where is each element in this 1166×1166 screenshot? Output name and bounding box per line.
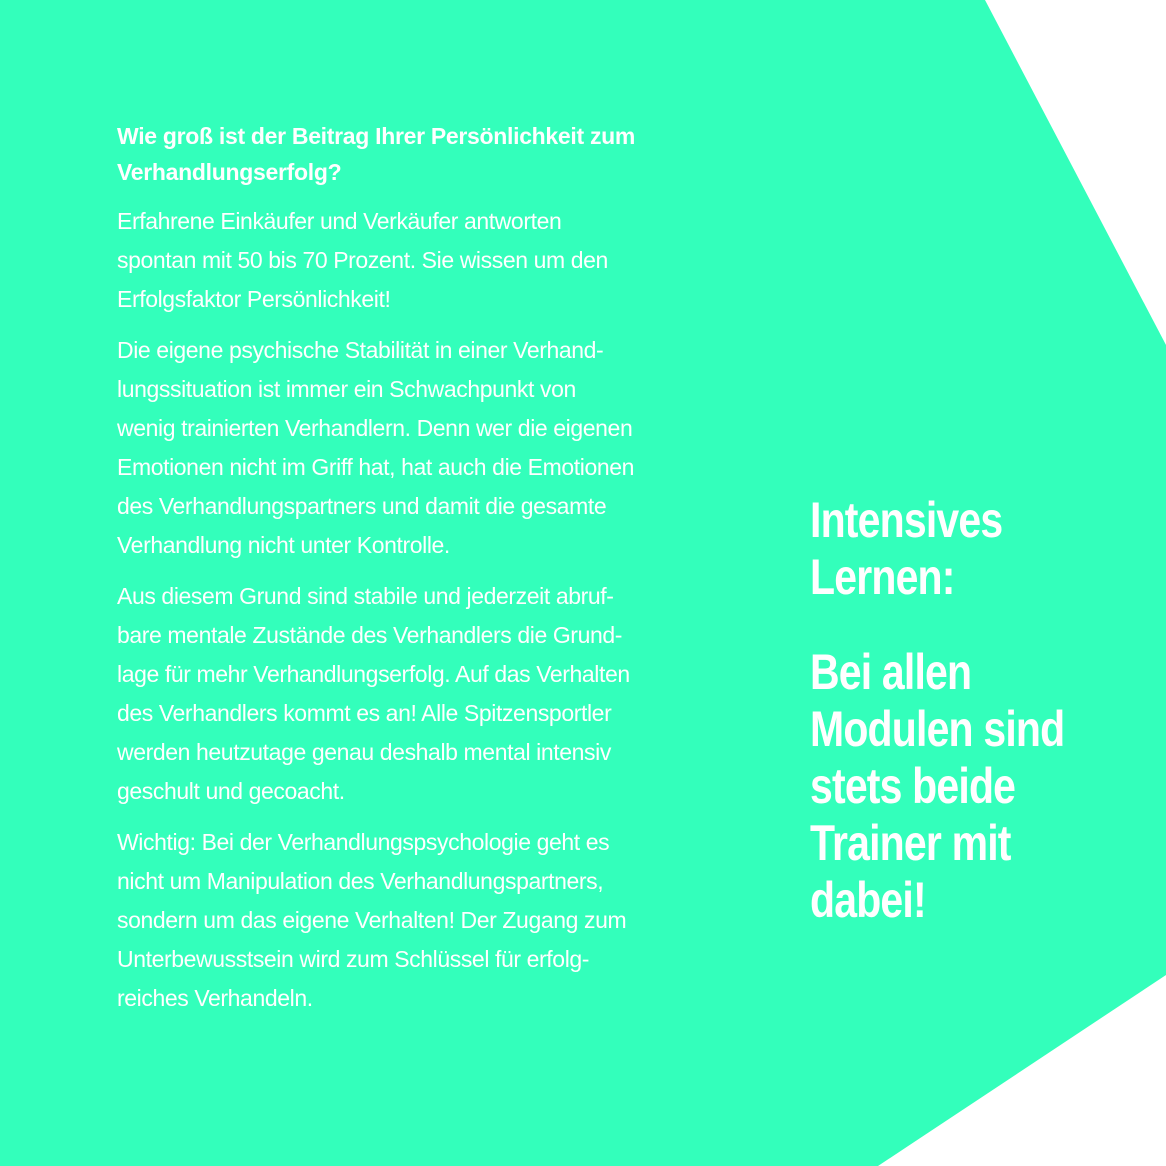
paragraph-important-note: Wichtig: Bei der Verhandlungspsychologie geht es nicht um Manipulation des Verhandlungspartners, sondern um das eigene Verhalten! Der Zugang zum Unterbewusstsein wird zum Schlüssel für erfolg- reiches Verhandeln. xyxy=(117,829,627,1011)
section-question-heading: Wie groß ist der Beitrag Ihrer Persönlichkeit zum Verhandlungserfolg? xyxy=(117,123,636,185)
paragraph-mental-states: Aus diesem Grund sind stabile und jederzeit abruf- bare mentale Zustände des Verhandlers die Grund- lage für mehr Verhandlungserfolg. Auf das Verhalten des Verhandlers kommt es an! Alle Spitzensportler werden heutzutage genau deshalb mental intensiv geschult und gecoacht. xyxy=(117,583,630,804)
main-text-column xyxy=(117,118,717,1030)
side-callout xyxy=(810,492,1089,929)
callout-statement: Bei allen Modulen sind stets beide Trainer mit dabei! xyxy=(810,644,1065,928)
callout-heading: Intensives Lernen: xyxy=(810,492,1003,605)
paragraph-stability: Die eigene psychische Stabilität in einer Verhand- lungssituation ist immer ein Schwachpunkt von wenig trainierten Verhandlern. Denn wer die eigenen Emotionen nicht im Griff hat, hat auch die Emotionen des Verhandlungspartners und damit die gesamte Verhandlung nicht unter Kontrolle. xyxy=(117,337,635,558)
paragraph-experience: Erfahrene Einkäufer und Verkäufer antworten spontan mit 50 bis 70 Prozent. Sie wissen um den Erfolgsfaktor Persönlichkeit! xyxy=(117,208,608,312)
